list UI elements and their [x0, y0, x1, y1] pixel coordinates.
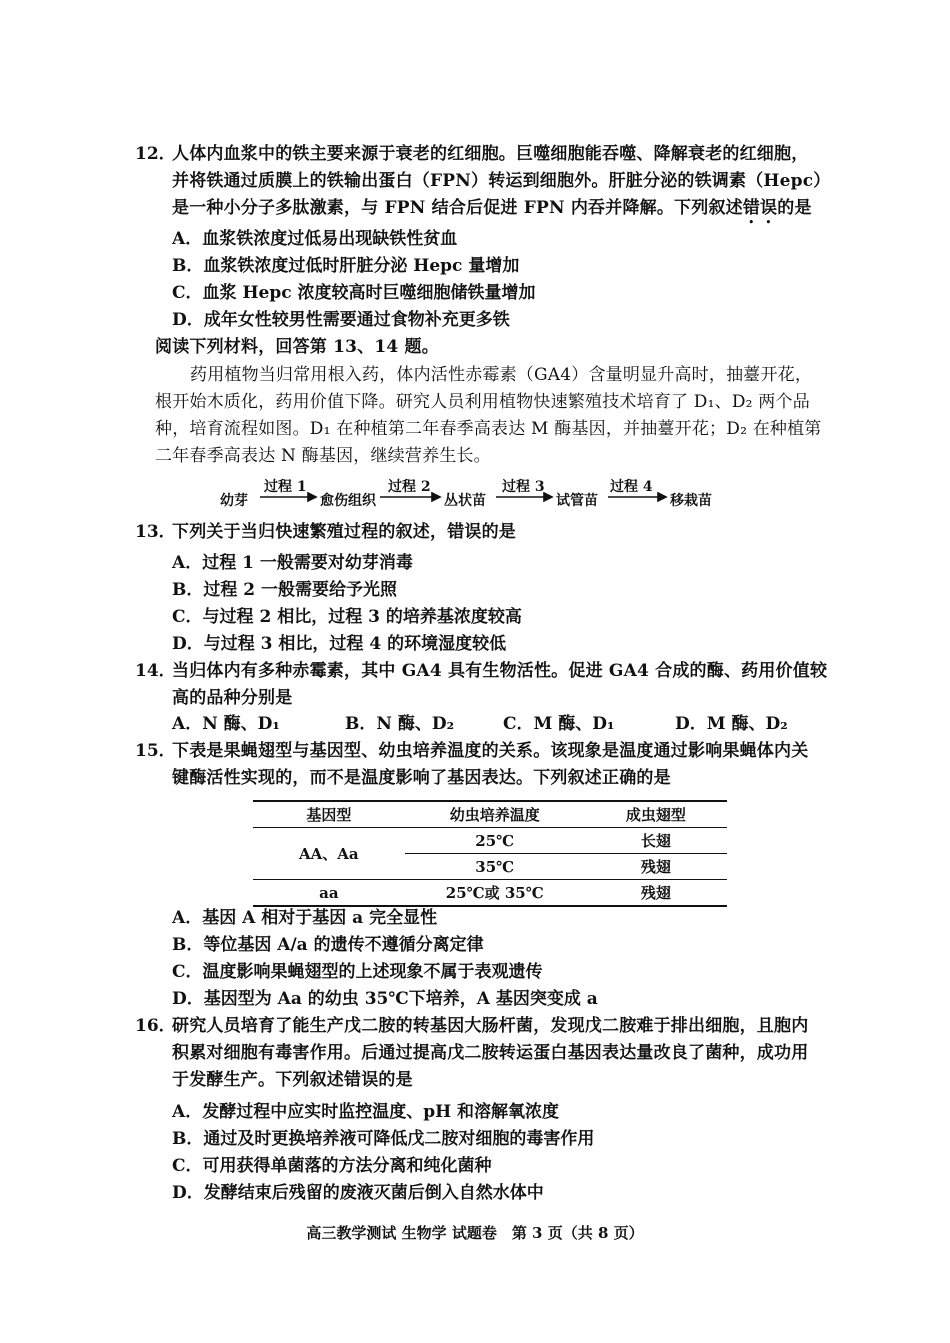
question-stem-line: 研究人员培育了能生产戊二胺的转基因大肠杆菌，发现戊二胺难于排出细胞，且胞内: [172, 1016, 809, 1036]
option-a: A．基因 A 相对于基因 a 完全显性: [172, 908, 438, 928]
table-row: [253, 880, 727, 907]
option-c: C．温度影响果蝇翅型的上述现象不属于表观遗传: [172, 962, 543, 982]
page-footer: 高三教学测试 生物学 试题卷 第 3 页（共 8 页）: [306, 1224, 644, 1242]
option-c: C．可用获得单菌落的方法分离和纯化菌种: [172, 1156, 492, 1176]
table-cell: 25℃或 35℃: [405, 880, 585, 907]
option-b: B．通过及时更换培养液可降低戊二胺对细胞的毒害作用: [172, 1129, 595, 1149]
option-d: D．M 酶、D₂: [675, 714, 788, 734]
question-number: 13．: [135, 522, 176, 542]
option-c: C．与过程 2 相比，过程 3 的培养基浓度较高: [172, 607, 522, 627]
question-stem-line: 下列关于当归快速繁殖过程的叙述，错误的是: [172, 522, 516, 542]
emphasis-text: 错误: [742, 198, 778, 218]
material-line: 药用植物当归常用根入药，体内活性赤霉素（GA4）含量明显升高时，抽薹开花，: [190, 365, 813, 385]
table-cell: aa: [253, 880, 405, 907]
material-intro: 阅读下列材料，回答第 13、14 题。: [155, 337, 439, 357]
material-line: 二年春季高表达 N 酶基因，继续营养生长。: [155, 446, 491, 466]
question-stem-line: 下表是果蝇翅型与基因型、幼虫培养温度的关系。该现象是温度通过影响果蝇体内关: [172, 741, 809, 761]
table-cell: AA、Aa: [253, 828, 405, 880]
option-b: B．等位基因 A/a 的遗传不遵循分离定律: [172, 935, 484, 955]
question-number: 15．: [135, 741, 176, 761]
flow-node-callus: 愈伤组织: [320, 493, 376, 509]
question-number: 12．: [135, 144, 176, 164]
option-b: B．N 酶、D₂: [345, 714, 455, 734]
flow-node-transplant: 移栽苗: [670, 493, 712, 509]
table-header: 基因型: [253, 801, 405, 828]
flow-node-tube-seedling: 试管苗: [556, 493, 598, 509]
option-a: A．发酵过程中应实时监控温度、pH 和溶解氧浓度: [172, 1102, 560, 1122]
table-cell: 残翅: [585, 880, 727, 907]
question-stem-line: 键酶活性实现的，而不是温度影响了基因表达。下列叙述正确的是: [172, 768, 671, 788]
flow-node-cluster-seedling: 丛状苗: [444, 493, 486, 509]
option-d: D．成年女性较男性需要通过食物补充更多铁: [172, 310, 510, 330]
question-number: 14．: [135, 661, 176, 681]
genotype-table: [253, 800, 727, 907]
table-cell: 长翅: [585, 828, 727, 854]
option-c: C．血浆 Hepc 浓度较高时巨噬细胞储铁量增加: [172, 283, 536, 303]
question-stem-line: 并将铁通过质膜上的铁输出蛋白（FPN）转运到细胞外。肝脏分泌的铁调素（Hepc）: [172, 171, 831, 191]
flow-process-1: 过程 1: [264, 479, 307, 495]
question-stem-line: 积累对细胞有毒害作用。后通过提高戊二胺转运蛋白基因表达量改良了菌种，成功用: [172, 1043, 809, 1063]
question-stem-line: 于发酵生产。下列叙述错误的是: [172, 1070, 413, 1090]
option-a: A．N 酶、D₁: [172, 714, 280, 734]
table-header: 成虫翅型: [585, 801, 727, 828]
table-cell: 35℃: [405, 854, 585, 880]
table-cell: 残翅: [585, 854, 727, 880]
table-header: 幼虫培养温度: [405, 801, 585, 828]
option-a: A．过程 1 一般需要对幼芽消毒: [172, 553, 413, 573]
option-b: B．血浆铁浓度过低时肝脏分泌 Hepc 量增加: [172, 256, 520, 276]
culture-flow-diagram: [220, 478, 740, 512]
option-b: B．过程 2 一般需要给予光照: [172, 580, 398, 600]
question-number: 16．: [135, 1016, 176, 1036]
flow-process-4: 过程 4: [610, 479, 653, 495]
table-header-row: [253, 801, 727, 828]
option-d: D．与过程 3 相比，过程 4 的环境湿度较低: [172, 634, 507, 654]
stem-text: 是一种小分子多肽激素，与 FPN 结合后促进 FPN 内吞并降解。下列叙述: [172, 198, 743, 218]
table-cell: 25℃: [405, 828, 585, 854]
option-d: D．基因型为 Aa 的幼虫 35℃下培养，A 基因突变成 a: [172, 989, 598, 1009]
flow-process-2: 过程 2: [388, 479, 431, 495]
material-line: 种，培育流程如图。D₁ 在种植第二年春季高表达 M 酶基因，并抽薹开花；D₂ 在种植第: [155, 419, 822, 439]
material-line: 根开始木质化，药用价值下降。研究人员利用植物快速繁殖技术培育了 D₁、D₂ 两个品: [155, 392, 810, 412]
option-d: D．发酵结束后残留的废液灭菌后倒入自然水体中: [172, 1183, 544, 1203]
question-stem-line: 人体内血浆中的铁主要来源于衰老的红细胞。巨噬细胞能吞噬、降解衰老的红细胞，: [172, 144, 809, 164]
table-row: [253, 828, 727, 854]
flow-process-3: 过程 3: [502, 479, 545, 495]
question-stem-line: [172, 197, 812, 228]
option-c: C．M 酶、D₁: [503, 714, 615, 734]
question-stem-line: 当归体内有多种赤霉素，其中 GA4 具有生物活性。促进 GA4 合成的酶、药用价值较: [172, 661, 828, 681]
question-stem-line: 高的品种分别是: [172, 688, 293, 708]
flow-node-bud: 幼芽: [220, 493, 248, 509]
option-a: A．血浆铁浓度过低易出现缺铁性贫血: [172, 229, 458, 249]
stem-text: 的是: [777, 198, 812, 218]
